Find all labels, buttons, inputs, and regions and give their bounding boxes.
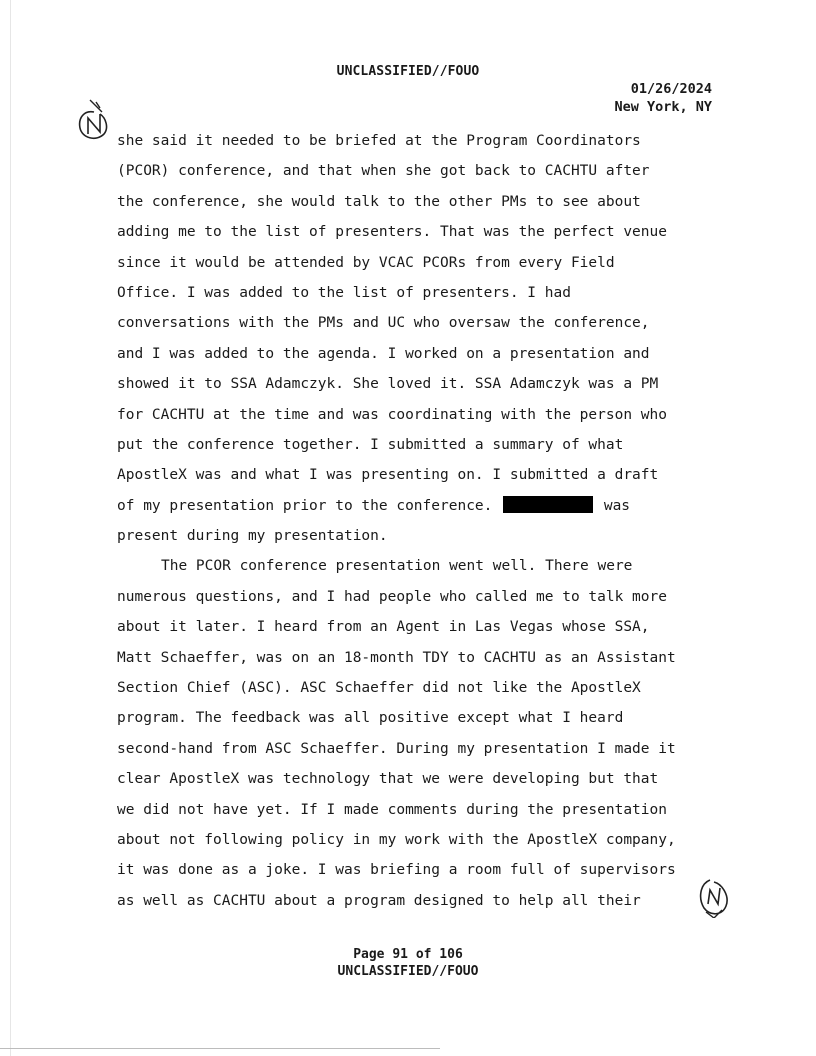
handwritten-initials-top [76, 98, 112, 142]
page-edge [10, 0, 11, 1056]
body-line: and I was added to the agenda. I worked on a presentation and [117, 345, 650, 362]
document-location: New York, NY [614, 99, 712, 115]
paragraph-start-line: The PCOR conference presentation went well. There were [161, 558, 633, 575]
body-line: numerous questions, and I had people who called me to talk more [117, 588, 667, 605]
body-line: as well as CACHTU about a program designed to help all their [117, 892, 641, 909]
body-line: for CACHTU at the time and was coordinating with the person who [117, 406, 667, 423]
bottom-rule [0, 1048, 440, 1049]
body-line: (PCOR) conference, and that when she got back to CACHTU after [117, 163, 650, 180]
document-date: 01/26/2024 [630, 81, 712, 97]
redacted-line-text-after: was [595, 497, 631, 514]
body-line-redacted [117, 491, 717, 521]
document-body [117, 126, 717, 916]
body-line: clear ApostleX was technology that we were developing but that [117, 771, 659, 788]
body-line: it was done as a joke. I was briefing a room full of supervisors [117, 862, 676, 879]
body-line: about not following policy in my work with the ApostleX company, [117, 831, 676, 848]
body-line: showed it to SSA Adamczyk. She loved it. SSA Adamczyk was a PM [117, 376, 659, 393]
page-number: Page 91 of 106 [353, 947, 463, 962]
body-line: the conference, she would talk to the other PMs to see about [117, 193, 641, 210]
body-line: she said it needed to be briefed at the Program Coordinators [117, 133, 641, 149]
redaction-box [503, 496, 593, 513]
body-line: ApostleX was and what I was presenting on. I submitted a draft [117, 467, 659, 484]
body-line: Office. I was added to the list of presenters. I had [117, 284, 571, 301]
body-line: adding me to the list of presenters. That was the perfect venue [117, 224, 667, 241]
page-footer [0, 946, 816, 980]
redacted-line-text-before: of my presentation prior to the conference. [117, 497, 502, 514]
body-line: Section Chief (ASC). ASC Schaeffer did not like the ApostleX [117, 680, 641, 697]
header-block [614, 80, 712, 116]
body-line: second-hand from ASC Schaeffer. During my presentation I made it [117, 740, 676, 757]
body-line: put the conference together. I submitted a summary of what [117, 436, 624, 453]
body-line: Matt Schaeffer, was on an 18-month TDY to CACHTU as an Assistant [117, 649, 676, 666]
classification-header: UNCLASSIFIED//FOUO [336, 64, 480, 79]
body-line: about it later. I heard from an Agent in Las Vegas whose SSA, [117, 619, 650, 636]
body-line: conversations with the PMs and UC who oversaw the conference, [117, 315, 650, 332]
classification-footer: UNCLASSIFIED//FOUO [337, 964, 479, 979]
handwritten-initials-bottom [696, 874, 732, 918]
body-line: present during my presentation. [117, 528, 388, 545]
body-line: program. The feedback was all positive except what I heard [117, 710, 624, 727]
body-line: since it would be attended by VCAC PCORs from every Field [117, 254, 615, 271]
body-line: we did not have yet. If I made comments during the presentation [117, 801, 667, 818]
